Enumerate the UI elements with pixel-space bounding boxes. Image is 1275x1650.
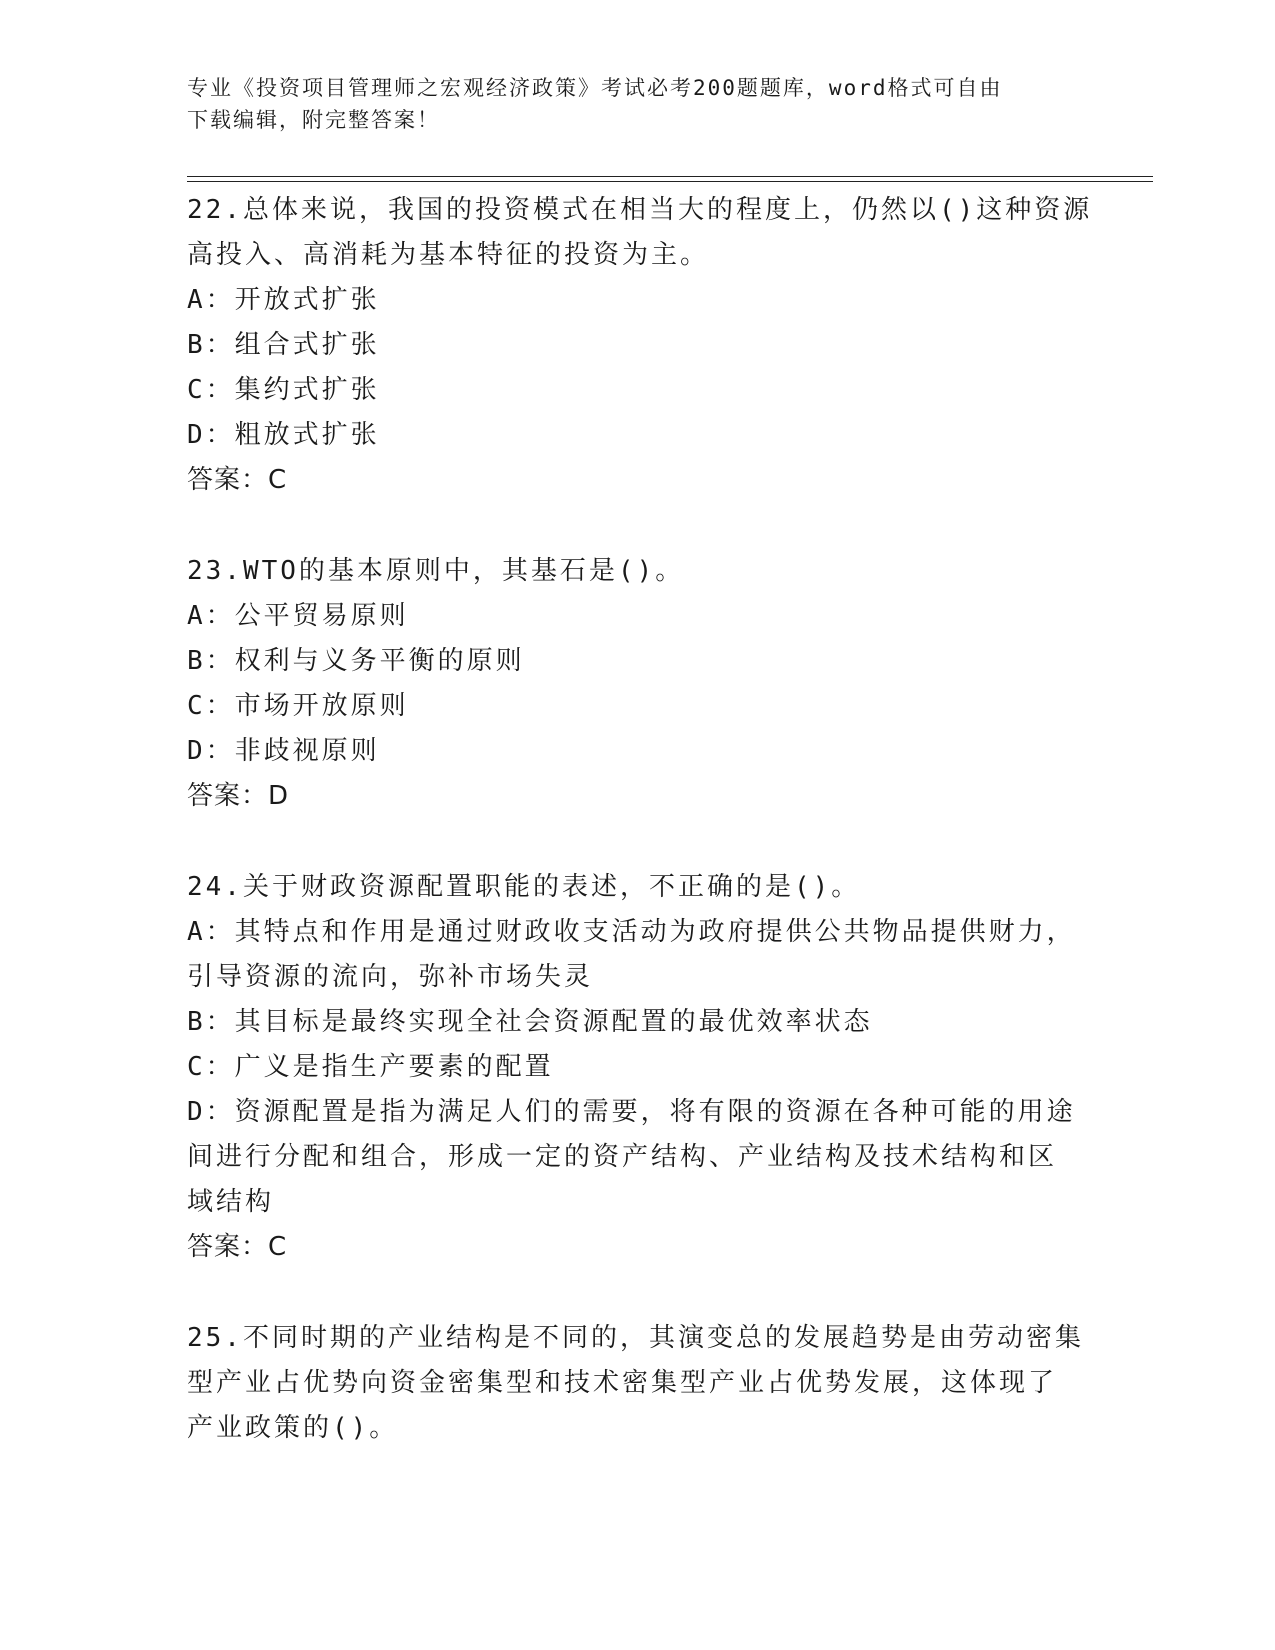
option-a: A：其特点和作用是通过财政收支活动为政府提供公共物品提供财力， [187,917,1076,947]
option-a-continued: 引导资源的流向，弥补市场失灵 [187,962,594,992]
question-22 [187,188,1093,503]
option-b: B：其目标是最终实现全社会资源配置的最优效率状态 [187,1007,873,1037]
question-stem: 22.总体来说，我国的投资模式在相当大的程度上，仍然以()这种资源 [187,195,1093,225]
header-line-2: 下载编辑，附完整答案！ [187,108,440,132]
header-rule-bottom [187,181,1153,182]
document-header [187,72,1067,136]
option-d: D：粗放式扩张 [187,420,380,450]
question-stem: 23.WTO的基本原则中，其基石是()。 [187,556,685,586]
question-stem: 25.不同时期的产业结构是不同的，其演变总的发展趋势是由劳动密集 [187,1323,1084,1353]
answer: 答案：C [187,465,288,495]
option-d-continued: 间进行分配和组合，形成一定的资产结构、产业结构及技术结构和区 [187,1142,1058,1172]
question-stem: 产业政策的()。 [187,1413,399,1443]
option-a: A：开放式扩张 [187,285,380,315]
question-24 [187,865,1087,1270]
option-c: C：集约式扩张 [187,375,380,405]
header-line-1: 专业《投资项目管理师之宏观经济政策》考试必考200题题库，word格式可自由 [187,76,1003,100]
option-d-continued: 域结构 [187,1187,275,1217]
option-b: B：组合式扩张 [187,330,380,360]
option-b: B：权利与义务平衡的原则 [187,646,525,676]
header-rule-top [187,176,1153,177]
option-d: D：资源配置是指为满足人们的需要，将有限的资源在各种可能的用途 [187,1097,1076,1127]
question-list [187,188,1093,1497]
question-stem: 型产业占优势向资金密集型和技术密集型产业占优势发展，这体现了 [187,1368,1058,1398]
option-c: C：广义是指生产要素的配置 [187,1052,554,1082]
answer: 答案：C [187,1232,288,1262]
option-d: D：非歧视原则 [187,736,380,766]
answer: 答案：D [187,781,290,811]
question-stem: 24.关于财政资源配置职能的表述，不正确的是()。 [187,872,861,902]
question-stem: 高投入、高消耗为基本特征的投资为主。 [187,240,710,270]
question-23 [187,549,1087,819]
question-25 [187,1316,1087,1451]
option-c: C：市场开放原则 [187,691,409,721]
option-a: A：公平贸易原则 [187,601,409,631]
